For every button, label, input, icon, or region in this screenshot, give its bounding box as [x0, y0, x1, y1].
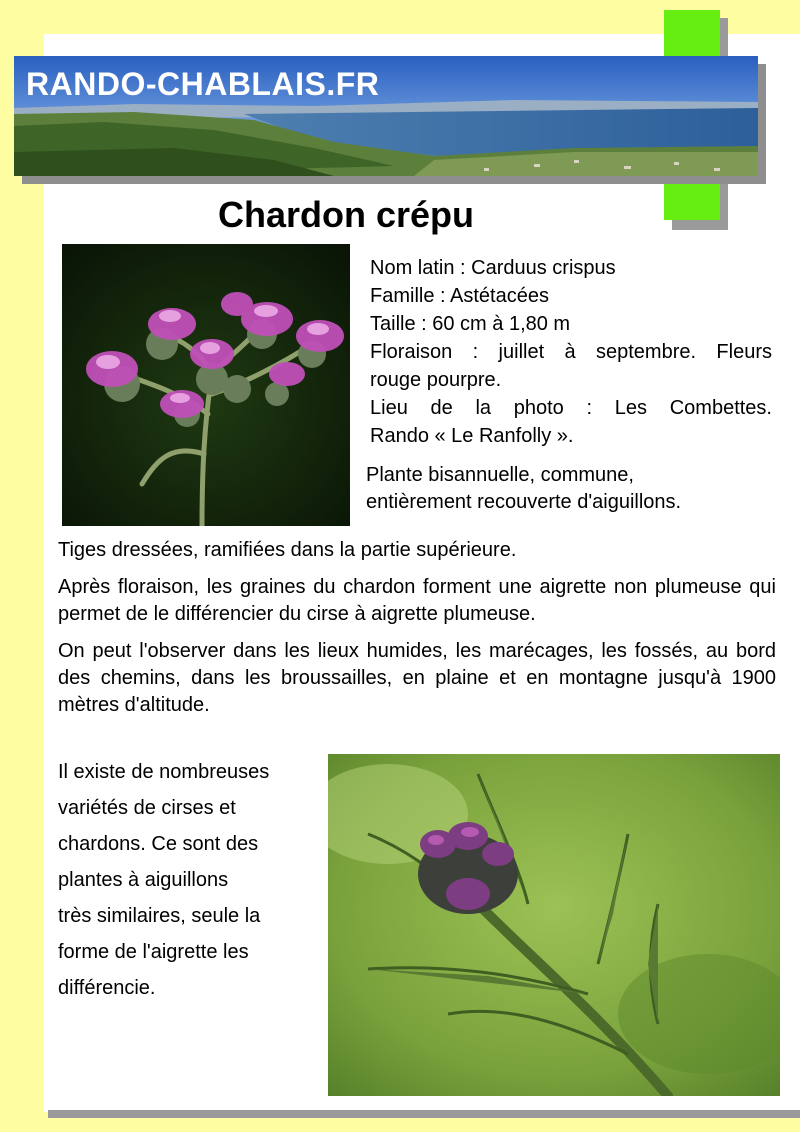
text-line: différencie.	[58, 977, 156, 999]
flowering: Floraison : juillet à septembre. Fleurs	[370, 341, 772, 363]
intro-line: entièrement recouverte d'aiguillons.	[366, 491, 682, 513]
hike-name: Rando « Le Ranfolly ».	[370, 425, 574, 447]
photo-location: Lieu de la photo : Les Combettes.	[370, 397, 772, 419]
text-line: chardons. Ce sont des	[58, 833, 259, 855]
paragraph: Tiges dressées, ramifiées dans la partie supérieure.	[58, 539, 517, 561]
text-line: forme de l'aigrette les	[58, 941, 249, 963]
varieties-text	[58, 754, 328, 1006]
text-line: variétés de cirses et	[58, 797, 236, 819]
family: Famille : Astétacées	[370, 285, 549, 307]
site-title[interactable]: RANDO-CHABLAIS.FR	[26, 66, 380, 102]
intro-line: Plante bisannuelle, commune,	[366, 464, 634, 486]
paragraph: Après floraison, les graines du chardon forment une aigrette non plumeuse qui permet de le différencier du cirse à aigrette plumeuse.	[58, 576, 776, 625]
thistle-flowers-photo	[62, 244, 350, 526]
plant-info	[370, 254, 772, 450]
latin-name: Nom latin : Carduus crispus	[370, 257, 616, 279]
paragraph: On peut l'observer dans les lieux humides, les marécages, les fossés, au bord des chemins, dans les broussailles, en plaine et en montagne jusqu'à 1900 mètres d'altitude.	[58, 640, 776, 716]
intro-text	[366, 462, 766, 516]
text-line: plantes à aiguillons	[58, 869, 229, 891]
text-line: très similaires, seule la	[58, 905, 261, 927]
thistle-bud-photo	[328, 754, 780, 1096]
description	[58, 537, 776, 729]
page-title: Chardon crépu	[218, 194, 475, 235]
flowering-cont: rouge pourpre.	[370, 369, 502, 391]
page-shadow	[48, 1110, 800, 1118]
size: Taille : 60 cm à 1,80 m	[370, 313, 571, 335]
text-line: Il existe de nombreuses	[58, 761, 270, 783]
